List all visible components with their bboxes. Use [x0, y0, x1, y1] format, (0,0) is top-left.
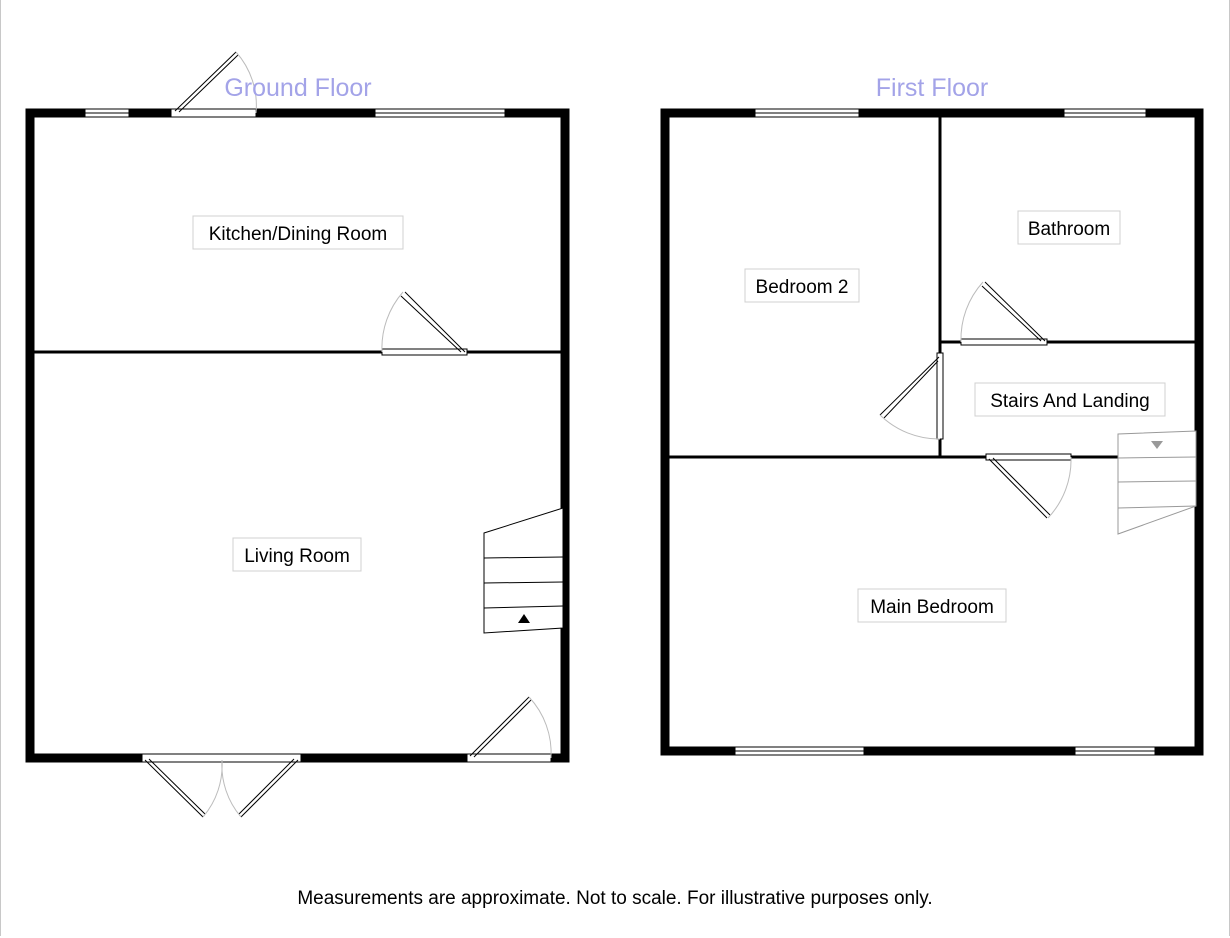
door	[880, 353, 943, 439]
stairs	[1118, 431, 1196, 534]
window	[1075, 747, 1155, 755]
room-label-text: Bathroom	[1027, 219, 1111, 240]
door	[986, 454, 1071, 518]
room-label-text: Living Room	[244, 546, 350, 567]
door	[961, 282, 1047, 345]
room-label-bathroom	[1018, 211, 1120, 244]
window	[375, 109, 505, 117]
stairs	[484, 508, 563, 633]
door	[467, 697, 551, 762]
room-label-text: Main Bedroom	[870, 597, 994, 618]
door	[382, 292, 467, 355]
window	[735, 747, 864, 755]
first-floor-outer-wall	[665, 113, 1199, 751]
room-label-main-bedroom	[858, 589, 1006, 622]
room-label-bedroom-2	[745, 269, 859, 302]
room-label-text: Stairs And Landing	[990, 391, 1150, 412]
floor-title: Ground Floor	[224, 74, 372, 102]
window	[1064, 109, 1146, 117]
room-label-stairs-landing	[975, 383, 1165, 416]
room-label-text: Bedroom 2	[755, 277, 849, 298]
window	[755, 109, 859, 117]
room-label-text: Kitchen/Dining Room	[208, 224, 388, 245]
ground-floor	[30, 52, 565, 817]
room-label-kitchen	[193, 216, 403, 249]
footer-disclaimer: Measurements are approximate. Not to scale. For illustrative purposes only.	[297, 888, 933, 909]
window	[85, 109, 129, 117]
room-label-living	[233, 538, 361, 571]
floor-title: First Floor	[875, 74, 989, 102]
double-door	[142, 754, 301, 817]
first-floor	[665, 74, 1199, 755]
ground-floor-outer-wall	[30, 113, 565, 758]
